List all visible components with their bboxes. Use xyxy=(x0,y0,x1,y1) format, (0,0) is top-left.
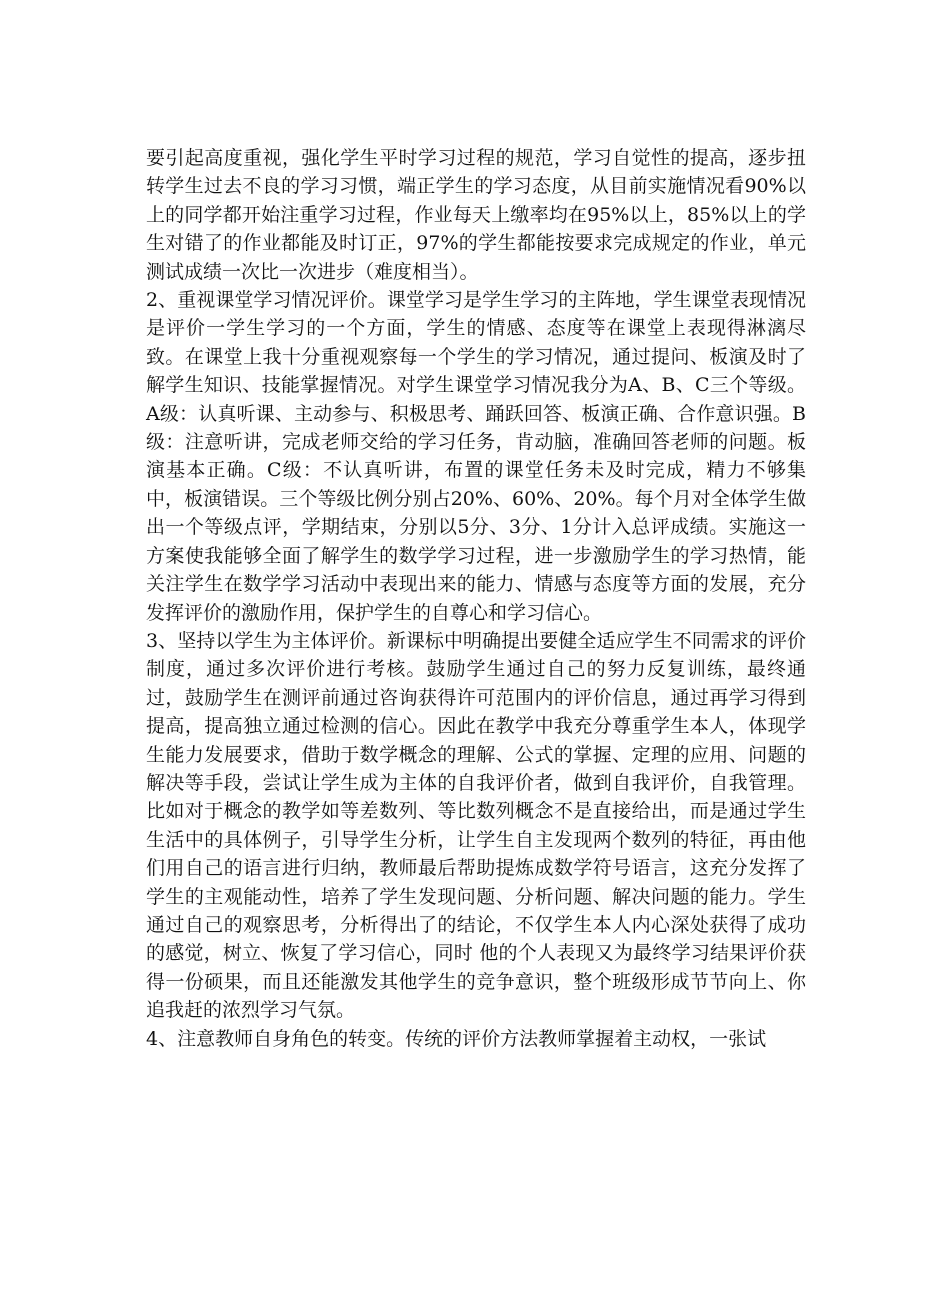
paragraph-student-centered-evaluation: 3、坚持以学生为主体评价。新课标中明确提出要健全适应学生不同需求的评价制度，通过多次评价进行考核。鼓励学生通过自己的努力反复训练，最终通过，鼓励学生在测评前通过咨询获得许可范围内的评价信息，通过再学习得到提高，提高独立通过检测的信心。因此在教学中我充分尊重学生本人，体现学生能力发展要求，借助于数学概念的理解、公式的掌握、定理的应用、问题的解决等手段，尝试让学生成为主体的自我评价者，做到自我评价，自我管理。比如对于概念的教学如等差数列、等比数列概念不是直接给出，而是通过学生生活中的具体例子，引导学生分析，让学生自主发现两个数列的特征，再由他们用自己的语言进行归纳，教师最后帮助提炼成数学符号语言，这充分发挥了学生的主观能动性，培养了学生发现问题、分析问题、解决问题的能力。学生通过自己的观察思考，分析得出了的结论，不仅学生本人内心深处获得了成功的感觉，树立、恢复了学习信心，同时 他的个人表现又为最终学习结果评价获得一份硕果，而且还能激发其他学生的竞争意识，整个班级形成节节向上、你追我赶的浓烈学习气氛。 xyxy=(146,629,806,1022)
paragraph-continuation: 要引起高度重视，强化学生平时学习过程的规范，学习自觉性的提高，逐步扭转学生过去不良的学习习惯，端正学生的学习态度，从目前实施情况看90%以上的同学都开始注重学习过程，作业每天上缴率均在95%以上，85%以上的学生对错了的作业都能及时订正，97%的学生都能按要求完成规定的作业，单元测试成绩一次比一次进步（难度相当）。 xyxy=(146,147,806,283)
paragraph-classroom-evaluation: 2、重视课堂学习情况评价。课堂学习是学生学习的主阵地，学生课堂表现情况是评价一学生学习的一个方面，学生的情感、态度等在课堂上表现得淋漓尽致。在课堂上我十分重视观察每一个学生的学习情况，通过提问、板演及时了解学生知识、技能掌握情况。对学生课堂学习情况我分为A、B、C三个等级。A级：认真听课、主动参与、积极思考、踊跃回答、板演正确、合作意识强。B级：注意听讲，完成老师交给的学习任务，肯动脑，准确回答老师的问题。板演基本正确。C级：不认真听讲，布置的课堂任务未及时完成，精力不够集中，板演错误。三个等级比例分别占20%、60%、20%。每个月对全体学生做出一个等级点评，学期结束，分别以5分、3分、1分计入总评成绩。实施这一方案使我能够全面了解学生的数学学习过程，进一步激励学生的学习热情，能关注学生在数学学习活动中表现出来的能力、情感与态度等方面的发展，充分发挥评价的激励作用，保护学生的自尊心和学习信心。 xyxy=(146,289,806,624)
paragraph-teacher-role: 4、注意教师自身角色的转变。传统的评价方法教师掌握着主动权，一张试 xyxy=(146,1027,767,1050)
document-body xyxy=(146,144,806,1053)
